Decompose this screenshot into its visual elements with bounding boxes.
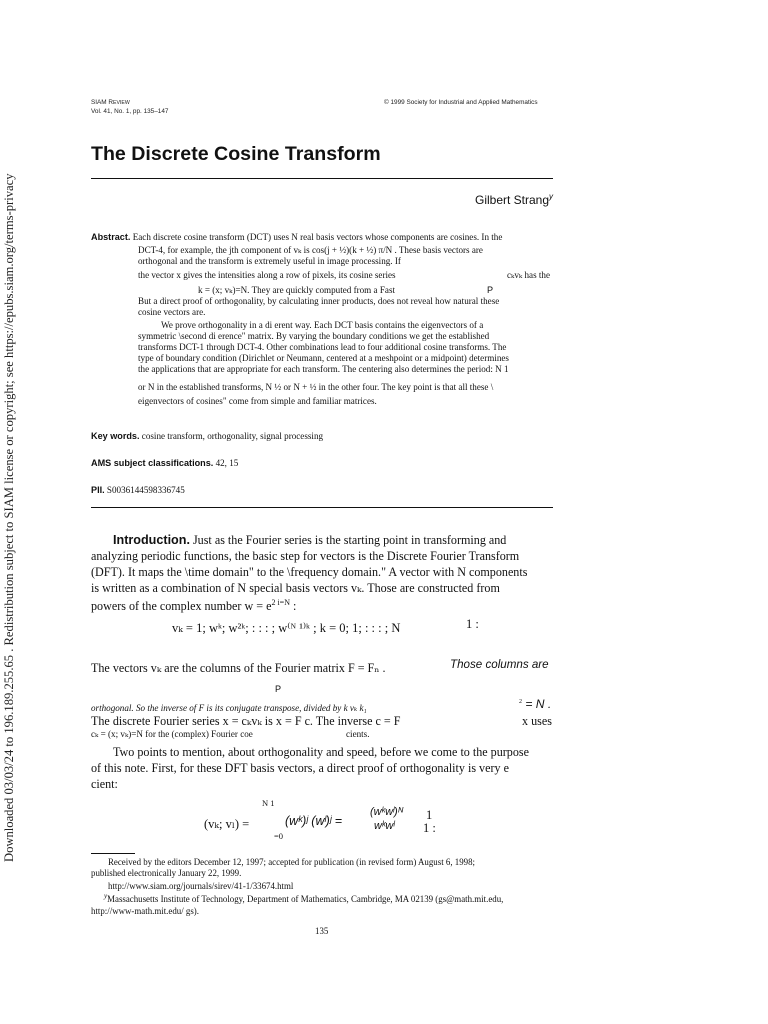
abstract-line-1: Abstract. Each discrete cosine transform (DCT) uses N real basis vectors whose components are cosines. In the: [91, 232, 503, 242]
intro-p2-line-3: cient:: [91, 777, 118, 791]
ams-classifications: AMS subject classifications. 42, 15: [91, 458, 239, 468]
intro-line-2: analyzing periodic functions, the basic step for vectors is the Discrete Fourier Transform: [91, 549, 520, 563]
abstract-line-4a: the vector x gives the intensities along a row of pixels, its cosine series: [138, 270, 396, 280]
abstract-p2-line-7: eigenvectors of cosines" come from simple and familiar matrices.: [138, 396, 377, 406]
abstract-rule: [91, 507, 553, 508]
orthogonal-line: orthogonal. So the inverse of F is its conjugate transpose, divided by k vₖ k₁: [91, 703, 367, 713]
intro-line-4: is written as a combination of N special basis vectors vₖ. Those are constructed from: [91, 581, 500, 595]
equation-fraction-denominator: wᵏwˡ: [374, 820, 395, 832]
page-number: 135: [315, 926, 329, 936]
fourier-columns-line: The vectors vₖ are the columns of the Fourier matrix F = Fₙ .: [91, 661, 386, 675]
abstract-p2-line-1: We prove orthogonality in a di erent way. Each DCT basis contains the eigenvectors of a: [161, 320, 484, 330]
dft-series-line: The discrete Fourier series x = cₖvₖ is x = F c. The inverse c = F: [91, 714, 401, 728]
intro-line-1: Introduction. Just as the Fourier series is the starting point in transforming and: [113, 533, 507, 547]
fourier-columns-right: Those columns are: [450, 658, 549, 671]
download-notice: Downloaded 03/03/24 to 196.189.255.65 . Redistribution subject to SIAM license or copyright; see https://epubs.siam.org/terms-privacy: [2, 173, 16, 862]
equation-right-top: 1: [426, 808, 433, 822]
paper-title: The Discrete Cosine Transform: [91, 143, 381, 165]
abstract-line-2: DCT-4, for example, the jth component of vₖ is cos(j + ½)(k + ½) π/N . These basis vectors are: [138, 245, 483, 255]
author: Gilbert Strang$^y$: [475, 192, 554, 207]
abstract-p2-line-2: symmetric \second di erence" matrix. By varying the boundary conditions we get the established: [138, 331, 490, 341]
footnote-received-line-1: Received by the editors December 12, 1997; accepted for publication (in revised form) August 6, 1998;: [108, 857, 475, 867]
abstract-line-6: But a direct proof of orthogonality, by calculating inner products, does not reveal how natural these: [138, 296, 500, 306]
keywords: Key words. cosine transform, orthogonality, signal processing: [91, 431, 324, 441]
footnote-received-line-2: published electronically January 22, 1999.: [91, 868, 242, 878]
intro-line-5: powers of the complex number $w = e^{2 i=N}$ :: [91, 597, 297, 613]
footnote-rule: [91, 853, 135, 854]
title-rule: [91, 178, 553, 179]
orthogonal-right: $^2$ = N .: [519, 697, 552, 711]
intro-line-3: (DFT). It maps the \time domain" to the \frequency domain." A vector with N components: [91, 565, 528, 579]
abstract-line-4b: cₖvₖ has the: [507, 270, 550, 280]
intro-p2-line-1: Two points to mention, about orthogonality and speed, before we come to the purpose: [113, 745, 529, 759]
equation-sum-lower: =0: [274, 831, 284, 841]
equation-inner-product-lhs: (vₖ; vₗ) =: [204, 817, 250, 831]
abstract-p2-line-6: or N in the established transforms, N ½ or N + ½ in the other four. The key point is that all these \: [138, 382, 494, 392]
equation-number-1: 1 :: [466, 617, 479, 631]
equation-basis-vectors: vₖ = 1; wᵏ; w²ᵏ; : : : ; w⁽ᴺ ¹⁾ᵏ ; k = 0; 1; : : : ; N: [172, 621, 401, 635]
abstract-p2-line-4: type of boundary condition (Dirichlet or Neumann, centered at a meshpoint or a midpoint) determines: [138, 353, 509, 363]
journal-name: SIAM REVIEW: [91, 99, 130, 106]
abstract-line-5: k = (x; vₖ)=N. They are quickly computed from a Fast: [198, 285, 396, 295]
copyright: © 1999 Society for Industrial and Applied Mathematics: [384, 99, 538, 106]
abstract-p2-line-5: the applications that are appropriate for each transform. The centering also determines the period: N 1: [138, 364, 509, 374]
p-mark-2: P: [275, 684, 282, 694]
coefficient-line-end: cients.: [346, 729, 370, 739]
equation-inner-product-mid: (wᵏ)ʲ (wˡ)ʲ =: [285, 814, 343, 828]
dft-series-right: x uses: [522, 714, 552, 728]
equation-right-bottom: 1 :: [423, 821, 436, 835]
abstract-line-3: orthogonal and the transform is extremely useful in image processing. If: [138, 256, 401, 266]
volume-info: Vol. 41, No. 1, pp. 135–147: [91, 108, 169, 115]
coefficient-line: cₖ = (x; vₖ)=N for the (complex) Fourier coe: [91, 729, 253, 739]
equation-sum-upper: N 1: [262, 798, 275, 808]
equation-fraction-numerator: (wᵏwˡ)ᴺ: [370, 806, 403, 818]
pii: PII. S0036144598336745: [91, 485, 185, 495]
abstract-line-7: cosine vectors are.: [138, 307, 206, 317]
footnote-affiliation-line-2: http://www-math.mit.edu/ gs).: [91, 906, 199, 916]
abstract-p-mark: P: [487, 285, 494, 295]
footnote-affiliation-line-1: $^y$Massachusetts Institute of Technology, Department of Mathematics, Cambridge, MA 02139 (gs@math.mit.edu,: [104, 892, 504, 904]
intro-p2-line-2: of this note. First, for these DFT basis vectors, a direct proof of orthogonality is very e: [91, 761, 509, 775]
footnote-url[interactable]: http://www.siam.org/journals/sirev/41-1/33674.html: [108, 881, 294, 891]
abstract-p2-line-3: transforms DCT-1 through DCT-4. Other combinations lead to four additional cosine transforms. The: [138, 342, 507, 352]
